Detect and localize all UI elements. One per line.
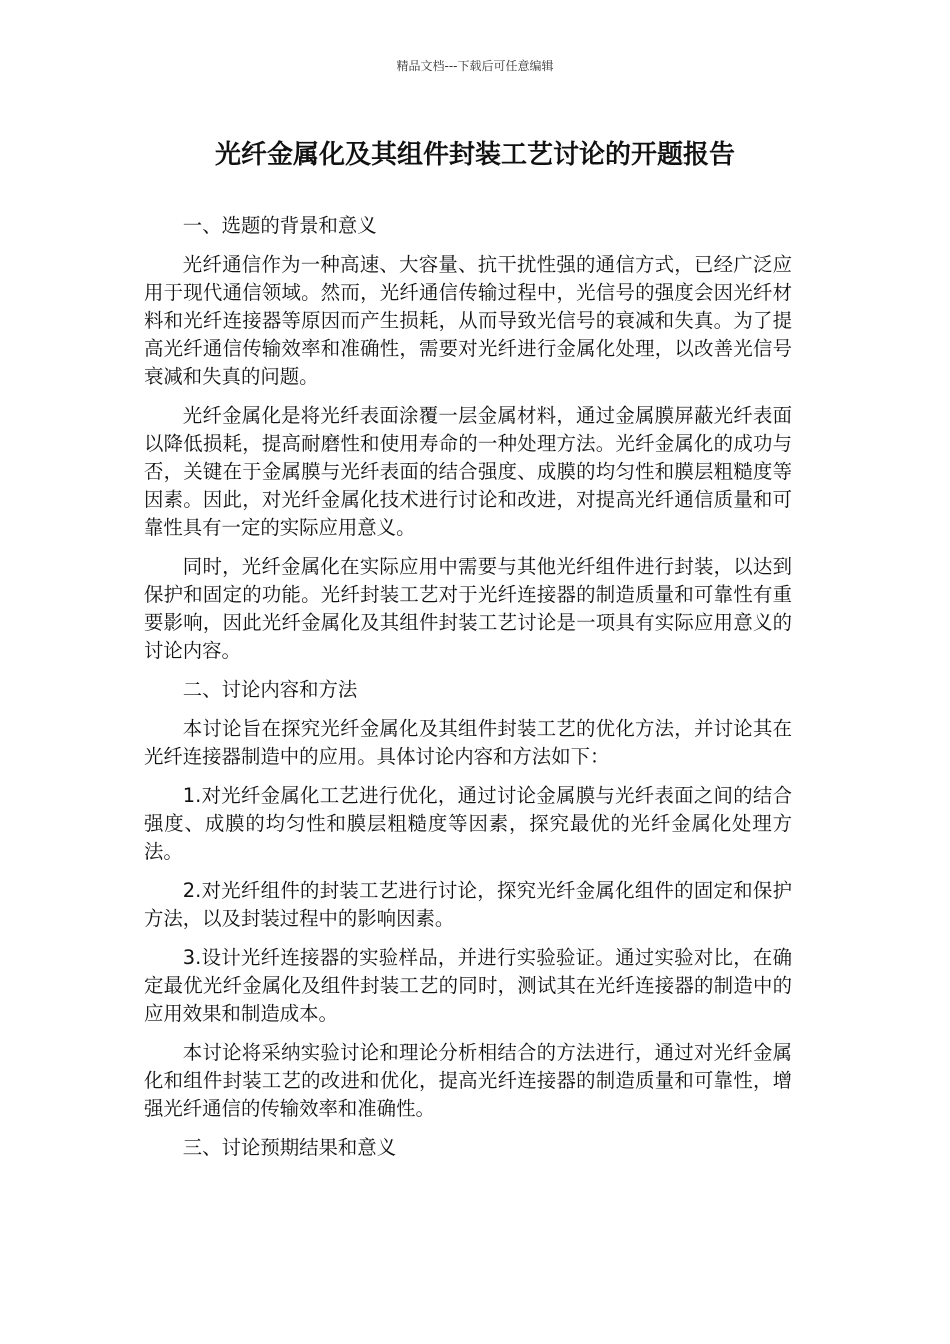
document-title: 光纤金属化及其组件封装工艺讨论的开题报告	[214, 140, 735, 170]
section-heading-content-methods: 二、讨论内容和方法	[182, 678, 358, 701]
list-item-3: 3.设计光纤连接器的实验样品，并进行实验验证。通过实验对比，在确定最优光纤金属化及组件封装工艺的同时，测试其在光纤连接器的制造中的应用效果和制造成本。	[144, 946, 792, 1025]
section-heading-expected-results: 三、讨论预期结果和意义	[182, 1136, 397, 1159]
document-body	[144, 212, 792, 1173]
list-item-2: 2.对光纤组件的封装工艺进行讨论，探究光纤金属化组件的固定和保护方法，以及封装过程中的影响因素。	[144, 879, 792, 930]
section-heading-background: 一、选题的背景和意义	[182, 214, 377, 237]
header-note: 精品文档---下载后可任意编辑	[396, 59, 554, 73]
paragraph: 光纤通信作为一种高速、大容量、抗干扰性强的通信方式，已经广泛应用于现代通信领域。然而，光纤通信传输过程中，光信号的强度会因光纤材料和光纤连接器等原因而产生损耗，从而导致光信号的衰减和失真。为了提高光纤通信传输效率和准确性，需要对光纤进行金属化处理，以改善光信号衰减和失真的问题。	[144, 253, 792, 388]
paragraph: 本讨论旨在探究光纤金属化及其组件封装工艺的优化方法，并讨论其在光纤连接器制造中的应用。具体讨论内容和方法如下：	[144, 717, 792, 768]
paragraph: 本讨论将采纳实验讨论和理论分析相结合的方法进行，通过对光纤金属化和组件封装工艺的改进和优化，提高光纤连接器的制造质量和可靠性，增强光纤通信的传输效率和准确性。	[144, 1041, 792, 1120]
paragraph: 光纤金属化是将光纤表面涂覆一层金属材料，通过金属膜屏蔽光纤表面以降低损耗，提高耐磨性和使用寿命的一种处理方法。光纤金属化的成功与否，关键在于金属膜与光纤表面的结合强度、成膜的均匀性和膜层粗糙度等因素。因此，对光纤金属化技术进行讨论和改进，对提高光纤通信质量和可靠性具有一定的实际应用意义。	[144, 404, 792, 539]
paragraph: 同时，光纤金属化在实际应用中需要与其他光纤组件进行封装，以达到保护和固定的功能。光纤封装工艺对于光纤连接器的制造质量和可靠性有重要影响，因此光纤金属化及其组件封装工艺讨论是一项具有实际应用意义的讨论内容。	[144, 555, 792, 662]
list-item-1: 1.对光纤金属化工艺进行优化，通过讨论金属膜与光纤表面之间的结合强度、成膜的均匀性和膜层粗糙度等因素，探究最优的光纤金属化处理方法。	[144, 784, 792, 863]
